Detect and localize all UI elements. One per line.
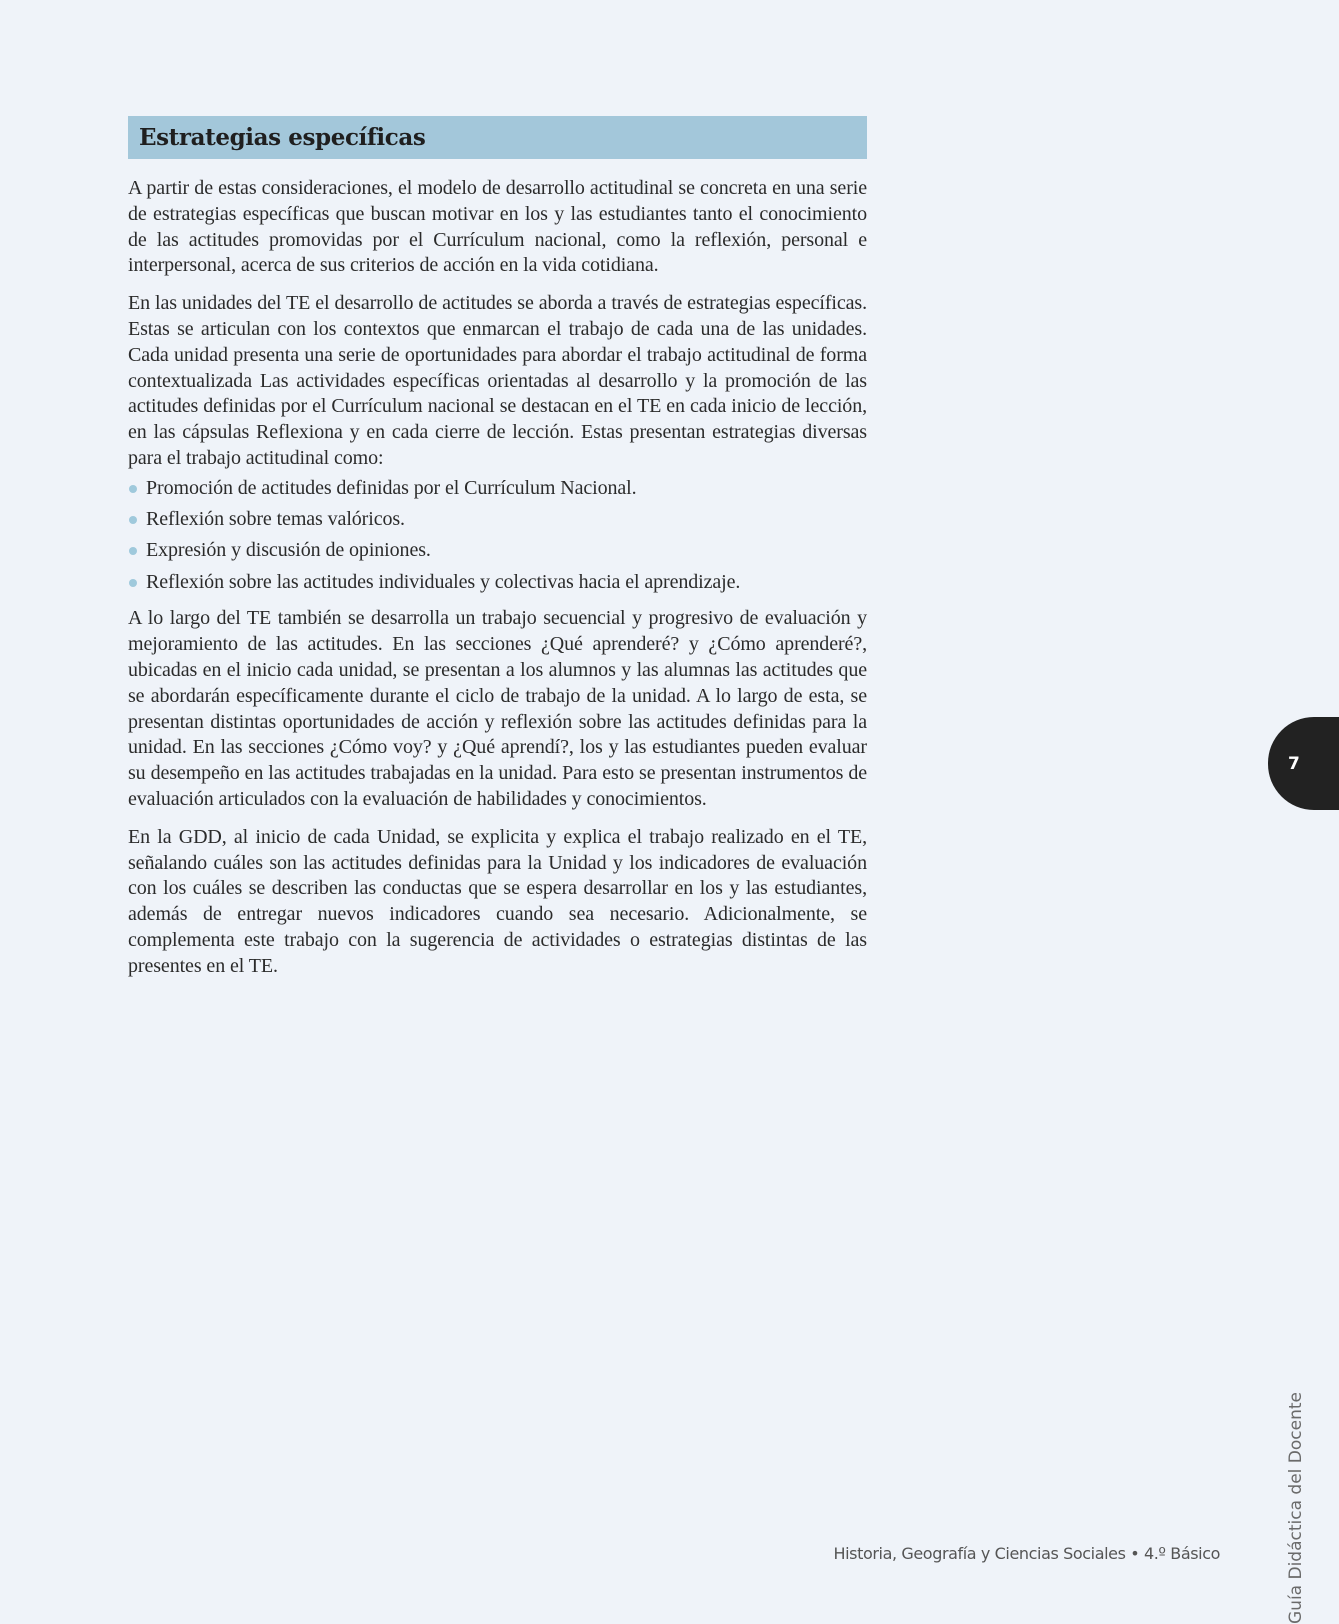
list-item [128, 476, 867, 502]
list-item-text: Reflexión sobre las actitudes individuales y colectivas hacia el aprendizaje. [146, 570, 741, 593]
bullet-dot-icon [129, 485, 137, 493]
bullet-list [128, 476, 867, 596]
footer-text: Historia, Geografía y Ciencias Sociales • 4.º Básico [833, 1544, 1220, 1563]
page-number-tab [1268, 717, 1339, 810]
section-heading: Estrategias específicas [139, 124, 426, 151]
list-item [128, 570, 867, 596]
list-item-text: Expresión y discusión de opiniones. [146, 539, 431, 562]
section-heading-band [128, 116, 867, 159]
paragraph: En las unidades del TE el desarrollo de actitudes se aborda a través de estrategias específicas. Estas se articulan con los contextos que enmarcan el trabajo de cada una de las unidades. Cada unidad presenta una serie de oportunidades para abordar el trabajo actitudinal de forma contextualizada Las actividades específicas orientadas al desarrollo y la promoción de las actitudes definidas por el Currículum nacional se destacan en el TE en cada inicio de lección, en las cápsulas Reflexiona y en cada cierre de lección. Estas presentan estrategias diversas para el trabajo actitudinal como: [128, 292, 867, 469]
paragraph: A lo largo del TE también se desarrolla un trabajo secuencial y progresivo de evaluación y mejoramiento de las actitudes. En las secciones ¿Qué aprenderé? y ¿Cómo aprenderé?, ubicadas en el inicio cada unidad, se presentan a los alumnos y las alumnas las actitudes que se abordarán específicamente durante el ciclo de trabajo de la unidad. A lo largo de esta, se presentan distintas oportunidades de acción y reflexión sobre las actitudes definidas para la unidad. En las secciones ¿Cómo voy? y ¿Qué aprendí?, los y las estudiantes pueden evaluar su desempeño en las actitudes trabajadas en la unidad. Para esto se presentan instrumentos de evaluación articulados con la evaluación de habilidades y conocimientos. [128, 607, 867, 811]
list-item-text: Promoción de actitudes definidas por el Currículum Nacional. [146, 476, 637, 499]
list-item [128, 538, 867, 564]
body-text [128, 176, 867, 992]
paragraph: A partir de estas consideraciones, el modelo de desarrollo actitudinal se concreta en una serie de estrategias específicas que buscan motivar en los y las estudiantes tanto el conocimiento de las actitudes promovidas por el Currículum nacional, como la reflexión, personal e interpersonal, acerca de sus criterios de acción en la vida cotidiana. [128, 177, 867, 277]
paragraph: En la GDD, al inicio de cada Unidad, se explicita y explica el trabajo realizado en el TE, señalando cuáles son las actitudes definidas para la Unidad y los indicadores de evaluación con los cuáles se describen las conductas que se espera desarrollar en los y las estudiantes, además de entregar nuevos indicadores cuando sea necesario. Adicionalmente, se complementa este trabajo con la sugerencia de actividades o estrategias distintas de las presentes en el TE. [128, 825, 867, 977]
bullet-dot-icon [129, 516, 137, 524]
page-number: 7 [1288, 753, 1300, 774]
list-item-text: Reflexión sobre temas valóricos. [146, 508, 405, 531]
bullet-dot-icon [129, 547, 137, 555]
list-item [128, 507, 867, 533]
bullet-dot-icon [129, 579, 137, 587]
side-title: Guía Didáctica del Docente [1286, 1392, 1306, 1624]
